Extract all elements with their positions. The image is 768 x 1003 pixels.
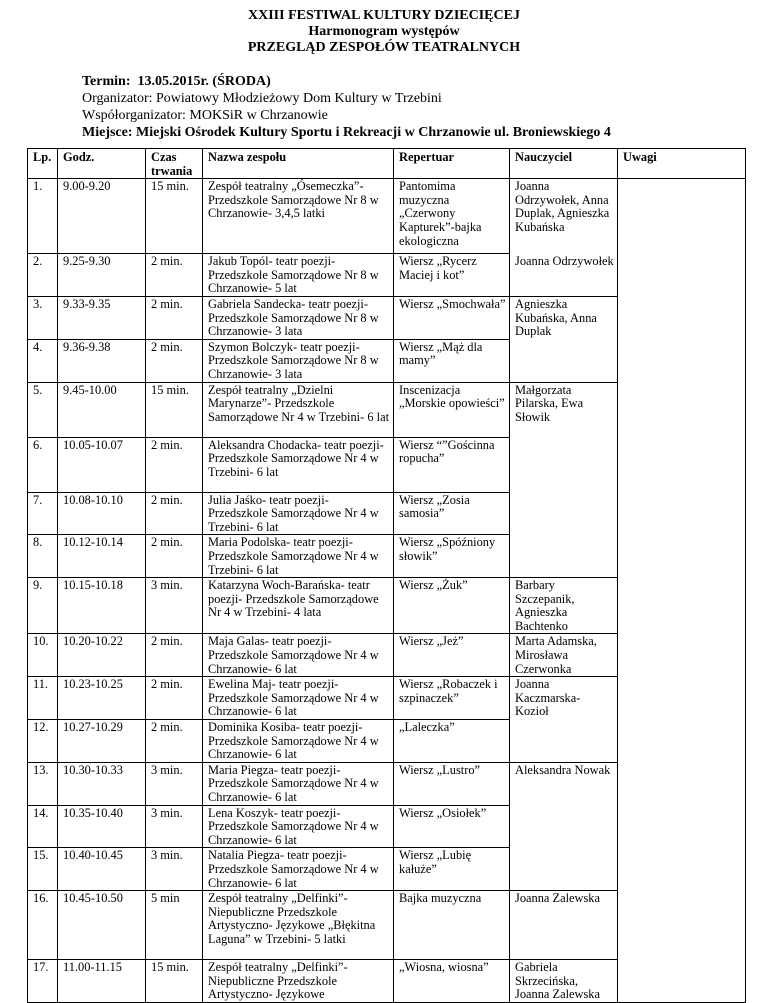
cell-uwagi xyxy=(618,535,746,578)
cell-uwagi xyxy=(618,437,746,492)
cell-nazwa: Zespół teatralny „Delfinki”- Niepubliczne Przedszkole Artystyczno- Językowe xyxy=(203,960,394,1003)
cell-godz: 9.00-9.20 xyxy=(58,179,146,254)
cell-nazwa: Maria Piegza- teatr poezji- Przedszkole Samorządowe Nr 4 w Chrzanowie- 6 lat xyxy=(203,762,394,805)
organizator-line: Organizator: Powiatowy Młodzieżowy Dom Kultury w Trzebini xyxy=(82,91,442,106)
cell-uwagi xyxy=(618,254,746,297)
cell-nauczyciel: Barbary Szczepanik, Agnieszka Bachtenko xyxy=(510,578,618,634)
cell-lp: 17. xyxy=(28,960,58,1003)
cell-uwagi xyxy=(618,339,746,382)
cell-uwagi xyxy=(618,578,746,634)
header-czas: Czas trwania xyxy=(146,149,203,179)
table-row xyxy=(28,677,746,720)
table-row xyxy=(28,960,746,1003)
cell-nauczyciel: Joanna Odrzywołek, Anna Duplak, Agnieszka Kubańska xyxy=(510,179,618,254)
cell-uwagi xyxy=(618,179,746,254)
cell-lp: 1. xyxy=(28,179,58,254)
cell-repertuar: Wiersz “”Gościnna ropucha” xyxy=(394,437,510,492)
cell-uwagi xyxy=(618,762,746,805)
cell-nazwa: Maja Galas- teatr poezji- Przedszkole Samorządowe Nr 4 w Chrzanowie- 6 lat xyxy=(203,634,394,677)
cell-lp: 12. xyxy=(28,720,58,763)
doc-subtitle: Harmonogram występów xyxy=(308,24,460,39)
cell-repertuar: Wiersz „Żuk” xyxy=(394,578,510,634)
cell-uwagi xyxy=(618,634,746,677)
cell-uwagi xyxy=(618,296,746,339)
cell-uwagi xyxy=(618,891,746,960)
cell-lp: 7. xyxy=(28,492,58,535)
cell-godz: 10.08-10.10 xyxy=(58,492,146,535)
cell-repertuar: Wiersz „Mąż dla mamy” xyxy=(394,339,510,382)
cell-nauczyciel xyxy=(510,848,618,891)
cell-lp: 6. xyxy=(28,437,58,492)
cell-czas: 15 min. xyxy=(146,960,203,1003)
cell-lp: 15. xyxy=(28,848,58,891)
table-row xyxy=(28,339,746,382)
cell-godz: 10.30-10.33 xyxy=(58,762,146,805)
header-nauczyciel: Nauczyciel xyxy=(510,149,618,179)
cell-lp: 2. xyxy=(28,254,58,297)
cell-nazwa: Julia Jaśko- teatr poezji- Przedszkole Samorządowe Nr 4 w Trzebini- 6 lat xyxy=(203,492,394,535)
cell-godz: 10.23-10.25 xyxy=(58,677,146,720)
table-row xyxy=(28,535,746,578)
cell-lp: 4. xyxy=(28,339,58,382)
cell-nazwa: Zespół teatralny „Ósemeczka”- Przedszkole Samorządowe Nr 8 w Chrzanowie- 3,4,5 latki xyxy=(203,179,394,254)
table-row xyxy=(28,805,746,848)
cell-godz: 10.15-10.18 xyxy=(58,578,146,634)
table-row xyxy=(28,254,746,297)
cell-nazwa: Gabriela Sandecka- teatr poezji- Przedszkole Samorządowe Nr 8 w Chrzanowie- 3 lata xyxy=(203,296,394,339)
cell-repertuar: Wiersz „Osiołek” xyxy=(394,805,510,848)
cell-repertuar: Wiersz „Robaczek i szpinaczek” xyxy=(394,677,510,720)
cell-uwagi xyxy=(618,848,746,891)
cell-nauczyciel: Małgorzata Pilarska, Ewa Słowik xyxy=(510,382,618,437)
cell-nauczyciel xyxy=(510,339,618,382)
cell-nauczyciel: Marta Adamska, Mirosława Czerwonka xyxy=(510,634,618,677)
table-row xyxy=(28,720,746,763)
cell-czas: 2 min. xyxy=(146,437,203,492)
cell-czas: 5 min xyxy=(146,891,203,960)
cell-uwagi xyxy=(618,492,746,535)
cell-godz: 10.20-10.22 xyxy=(58,634,146,677)
cell-lp: 10. xyxy=(28,634,58,677)
cell-repertuar: „Laleczka” xyxy=(394,720,510,763)
termin-value: 13.05.2015r. (ŚRODA) xyxy=(137,74,271,89)
cell-nazwa: Zespół teatralny „Delfinki”- Niepubliczne Przedszkole Artystyczno- Językowe „Błękitna Laguna” w Trzebini- 5 latki xyxy=(203,891,394,960)
cell-repertuar: Wiersz „Lubię kałuże” xyxy=(394,848,510,891)
cell-nauczyciel: Joanna Zalewska xyxy=(510,891,618,960)
cell-uwagi xyxy=(618,677,746,720)
table-row xyxy=(28,492,746,535)
cell-czas: 3 min. xyxy=(146,578,203,634)
cell-czas: 3 min. xyxy=(146,848,203,891)
cell-nazwa: Katarzyna Woch-Barańska- teatr poezji- Przedszkole Samorządowe Nr 4 w Trzebini- 4 lata xyxy=(203,578,394,634)
cell-godz: 9.25-9.30 xyxy=(58,254,146,297)
cell-godz: 10.27-10.29 xyxy=(58,720,146,763)
cell-repertuar: „Wiosna, wiosna” xyxy=(394,960,510,1003)
header-godz: Godz. xyxy=(58,149,146,179)
schedule-table xyxy=(27,148,746,1003)
doc-section-title: PRZEGLĄD ZESPOŁÓW TEATRALNYCH xyxy=(247,40,521,55)
cell-nazwa: Ewelina Maj- teatr poezji- Przedszkole Samorządowe Nr 4 w Chrzanowie- 6 lat xyxy=(203,677,394,720)
cell-repertuar: Bajka muzyczna xyxy=(394,891,510,960)
cell-repertuar: Wiersz „Lustro” xyxy=(394,762,510,805)
cell-czas: 2 min. xyxy=(146,677,203,720)
cell-nazwa: Natalia Piegza- teatr poezji- Przedszkole Samorządowe Nr 4 w Chrzanowie- 6 lat xyxy=(203,848,394,891)
cell-czas: 2 min. xyxy=(146,339,203,382)
cell-godz: 10.40-10.45 xyxy=(58,848,146,891)
miejsce-line: Miejsce: Miejski Ośrodek Kultury Sportu i Rekreacji w Chrzanowie ul. Broniewskiego 4 xyxy=(82,125,611,140)
cell-nauczyciel xyxy=(510,535,618,578)
cell-nauczyciel: Joanna Kaczmarska- Kozioł xyxy=(510,677,618,720)
cell-czas: 15 min. xyxy=(146,179,203,254)
cell-repertuar: Wiersz „Zosia samosia” xyxy=(394,492,510,535)
cell-czas: 2 min. xyxy=(146,720,203,763)
cell-lp: 8. xyxy=(28,535,58,578)
cell-godz: 10.45-10.50 xyxy=(58,891,146,960)
cell-nauczyciel: Gabriela Skrzecińska, Joanna Zalewska xyxy=(510,960,618,1003)
header-repertuar: Repertuar xyxy=(394,149,510,179)
cell-lp: 9. xyxy=(28,578,58,634)
table-header-row xyxy=(28,149,746,179)
cell-nauczyciel: Joanna Odrzywołek xyxy=(510,254,618,297)
header-lp: Lp. xyxy=(28,149,58,179)
cell-czas: 15 min. xyxy=(146,382,203,437)
cell-repertuar: Pantomima muzyczna „Czerwony Kapturek”-bajka ekologiczna xyxy=(394,179,510,254)
cell-czas: 2 min. xyxy=(146,634,203,677)
termin-line xyxy=(82,73,271,90)
cell-nauczyciel xyxy=(510,492,618,535)
cell-nazwa: Maria Podolska- teatr poezji- Przedszkole Samorządowe Nr 4 w Trzebini- 6 lat xyxy=(203,535,394,578)
cell-lp: 13. xyxy=(28,762,58,805)
table-row xyxy=(28,179,746,254)
cell-nazwa: Jakub Topól- teatr poezji- Przedszkole Samorządowe Nr 8 w Chrzanowie- 5 lat xyxy=(203,254,394,297)
cell-czas: 3 min. xyxy=(146,762,203,805)
cell-nauczyciel xyxy=(510,805,618,848)
cell-repertuar: Inscenizacja „Morskie opowieści” xyxy=(394,382,510,437)
table-row xyxy=(28,296,746,339)
cell-godz: 10.05-10.07 xyxy=(58,437,146,492)
cell-lp: 3. xyxy=(28,296,58,339)
table-row xyxy=(28,891,746,960)
cell-godz: 10.12-10.14 xyxy=(58,535,146,578)
table-row xyxy=(28,762,746,805)
cell-repertuar: Wiersz „Smochwała” xyxy=(394,296,510,339)
cell-nauczyciel xyxy=(510,437,618,492)
cell-lp: 5. xyxy=(28,382,58,437)
cell-godz: 10.35-10.40 xyxy=(58,805,146,848)
cell-uwagi xyxy=(618,382,746,437)
cell-nauczyciel: Aleksandra Nowak xyxy=(510,762,618,805)
wspolorganizator-line: Współorganizator: MOKSiR w Chrzanowie xyxy=(82,108,328,123)
cell-nazwa: Zespół teatralny „Dzielni Marynarze”- Przedszkole Samorządowe Nr 4 w Trzebini- 6 lat xyxy=(203,382,394,437)
cell-uwagi xyxy=(618,805,746,848)
cell-czas: 2 min. xyxy=(146,296,203,339)
cell-uwagi xyxy=(618,720,746,763)
table-row xyxy=(28,578,746,634)
cell-nazwa: Dominika Kosiba- teatr poezji- Przedszkole Samorządowe Nr 4 w Chrzanowie- 6 lat xyxy=(203,720,394,763)
cell-lp: 11. xyxy=(28,677,58,720)
termin-label: Termin: xyxy=(82,74,131,89)
table-row xyxy=(28,634,746,677)
header-uwagi: Uwagi xyxy=(618,149,746,179)
cell-repertuar: Wiersz „Rycerz Maciej i kot” xyxy=(394,254,510,297)
doc-title: XXIII FESTIWAL KULTURY DZIECIĘCEJ xyxy=(248,8,520,23)
cell-godz: 9.36-9.38 xyxy=(58,339,146,382)
cell-godz: 9.33-9.35 xyxy=(58,296,146,339)
cell-lp: 14. xyxy=(28,805,58,848)
cell-uwagi xyxy=(618,960,746,1003)
cell-godz: 11.00-11.15 xyxy=(58,960,146,1003)
cell-nazwa: Szymon Bolczyk- teatr poezji- Przedszkole Samorządowe Nr 8 w Chrzanowie- 3 lata xyxy=(203,339,394,382)
cell-nauczyciel: Agnieszka Kubańska, Anna Duplak xyxy=(510,296,618,339)
table-row xyxy=(28,382,746,437)
cell-repertuar: Wiersz „Jeż” xyxy=(394,634,510,677)
cell-lp: 16. xyxy=(28,891,58,960)
cell-godz: 9.45-10.00 xyxy=(58,382,146,437)
cell-czas: 2 min. xyxy=(146,492,203,535)
table-row xyxy=(28,437,746,492)
cell-czas: 3 min. xyxy=(146,805,203,848)
cell-nauczyciel xyxy=(510,720,618,763)
header-nazwa: Nazwa zespołu xyxy=(203,149,394,179)
cell-czas: 2 min. xyxy=(146,254,203,297)
table-row xyxy=(28,848,746,891)
cell-nazwa: Aleksandra Chodacka- teatr poezji- Przedszkole Samorządowe Nr 4 w Trzebini- 6 lat xyxy=(203,437,394,492)
cell-repertuar: Wiersz „Spóźniony słowik” xyxy=(394,535,510,578)
cell-czas: 2 min. xyxy=(146,535,203,578)
cell-nazwa: Lena Koszyk- teatr poezji- Przedszkole Samorządowe Nr 4 w Chrzanowie- 6 lat xyxy=(203,805,394,848)
